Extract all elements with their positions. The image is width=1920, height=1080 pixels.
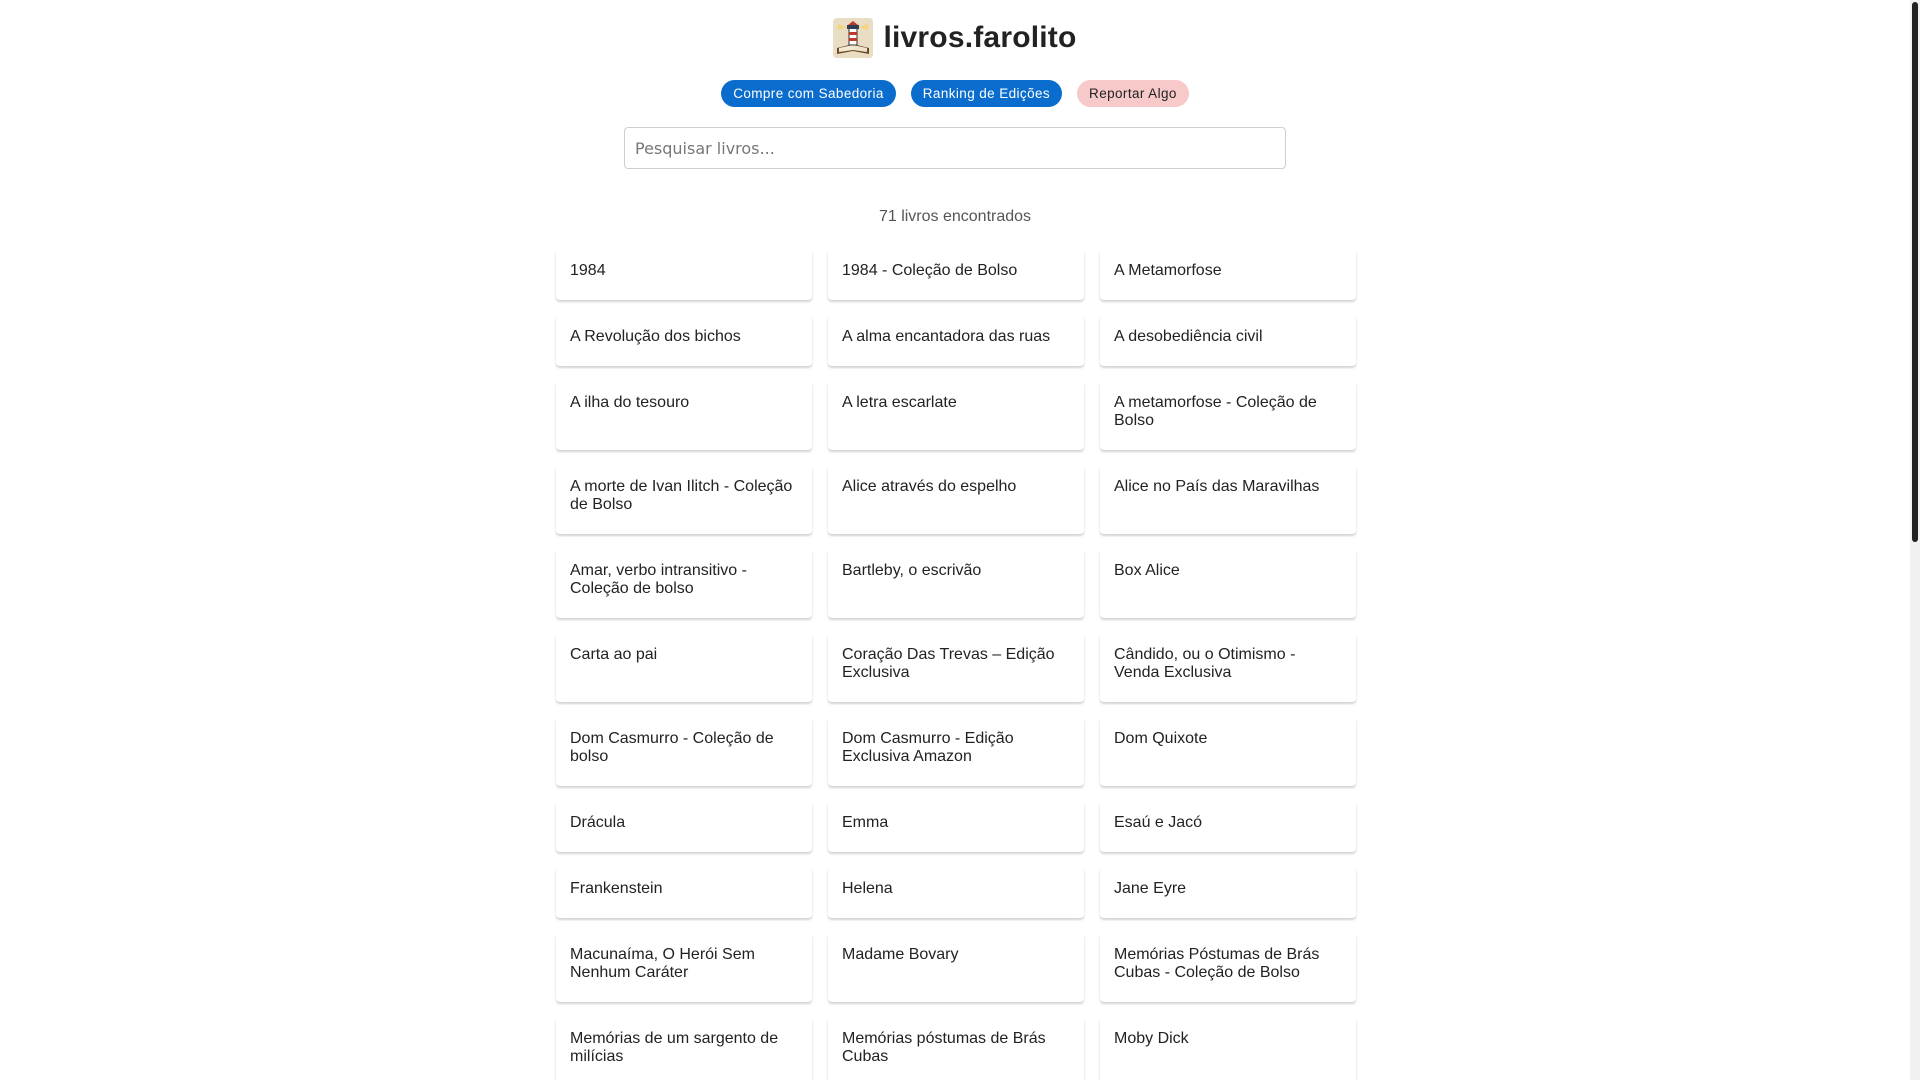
book-title: A ilha do tesouro [570,394,690,411]
book-card[interactable] [828,314,1084,366]
book-card[interactable] [556,1016,812,1080]
book-title: Jane Eyre [1114,880,1187,897]
book-title: Drácula [570,814,626,831]
book-card[interactable] [828,248,1084,300]
book-title: Moby Dick [1114,1030,1189,1047]
book-title: Bartleby, o escrivão [842,562,982,579]
scrollbar-thumb[interactable] [1912,2,1918,542]
book-card[interactable] [828,380,1084,450]
book-title: A desobediência civil [1114,328,1263,345]
book-title: Coração Das Trevas – Edição Exclusiva [842,646,1055,681]
book-title: A letra escarlate [842,394,957,411]
book-title: Amar, verbo intransitivo - Coleção de bolso [570,562,747,597]
book-card[interactable] [1100,1016,1356,1080]
book-card[interactable] [1100,248,1356,300]
book-card[interactable] [1100,800,1356,852]
book-title: Alice no País das Maravilhas [1114,478,1320,495]
lighthouse-book-icon[interactable] [833,18,873,58]
book-card[interactable] [1100,314,1356,366]
book-card[interactable] [828,632,1084,702]
book-title: A Metamorfose [1114,262,1222,279]
book-title: Dom Quixote [1114,730,1208,747]
book-card[interactable] [556,866,812,918]
book-title: Esaú e Jacó [1114,814,1203,831]
book-card[interactable] [828,866,1084,918]
report-button[interactable]: Reportar Algo [1077,80,1189,107]
book-card[interactable] [1100,548,1356,618]
book-grid [556,248,1356,1080]
book-title: Memórias de um sargento de milícias [570,1030,779,1065]
book-card[interactable] [1100,464,1356,534]
book-card[interactable] [556,248,812,300]
book-card[interactable] [828,1016,1084,1080]
book-card[interactable] [1100,380,1356,450]
book-card[interactable] [556,632,812,702]
book-title: Dom Casmurro - Coleção de bolso [570,730,774,765]
page-scrollbar[interactable] [1910,0,1920,1080]
book-card[interactable] [828,716,1084,786]
results-count: 71 livros encontrados [878,208,1032,225]
book-title: Frankenstein [570,880,663,897]
book-title: Helena [842,880,893,897]
book-title: Memórias Póstumas de Brás Cubas - Coleção de Bolso [1114,946,1320,981]
book-title: A morte de Ivan Ilitch - Coleção de Bolso [570,478,793,513]
book-card[interactable] [556,800,812,852]
book-title: Alice através do espelho [842,478,1017,495]
book-card[interactable] [556,716,812,786]
book-card[interactable] [828,464,1084,534]
book-title: 1984 [570,262,606,279]
book-card[interactable] [556,314,812,366]
book-title: A Revolução dos bichos [570,328,741,345]
book-title: Box Alice [1114,562,1180,579]
book-card[interactable] [1100,632,1356,702]
book-title: Dom Casmurro - Edição Exclusiva Amazon [842,730,1014,765]
book-title: Macunaíma, O Herói Sem Nenhum Caráter [570,946,755,981]
book-title: 1984 - Coleção de Bolso [842,262,1018,279]
top-nav [0,80,1910,107]
book-card[interactable] [828,548,1084,618]
search-input[interactable] [624,127,1286,169]
book-card[interactable] [1100,866,1356,918]
book-card[interactable] [1100,716,1356,786]
book-card[interactable] [828,932,1084,1002]
book-title: Cândido, ou o Otimismo - Venda Exclusiva [1114,646,1296,681]
edition-ranking-button[interactable]: Ranking de Edições [911,80,1062,107]
book-card[interactable] [556,548,812,618]
book-title: A alma encantadora das ruas [842,328,1051,345]
book-title: Madame Bovary [842,946,959,963]
book-card[interactable] [556,380,812,450]
book-title: Carta ao pai [570,646,658,663]
book-card[interactable] [828,800,1084,852]
book-title: Memórias póstumas de Brás Cubas [842,1030,1046,1065]
book-title: Emma [842,814,889,831]
site-header [0,18,1910,58]
site-title[interactable]: livros.farolito [883,21,1077,54]
book-card[interactable] [556,932,812,1002]
buy-wisely-button[interactable]: Compre com Sabedoria [721,80,896,107]
search-bar [624,127,1286,169]
book-card[interactable] [1100,932,1356,1002]
book-title: A metamorfose - Coleção de Bolso [1114,394,1317,429]
book-card[interactable] [556,464,812,534]
